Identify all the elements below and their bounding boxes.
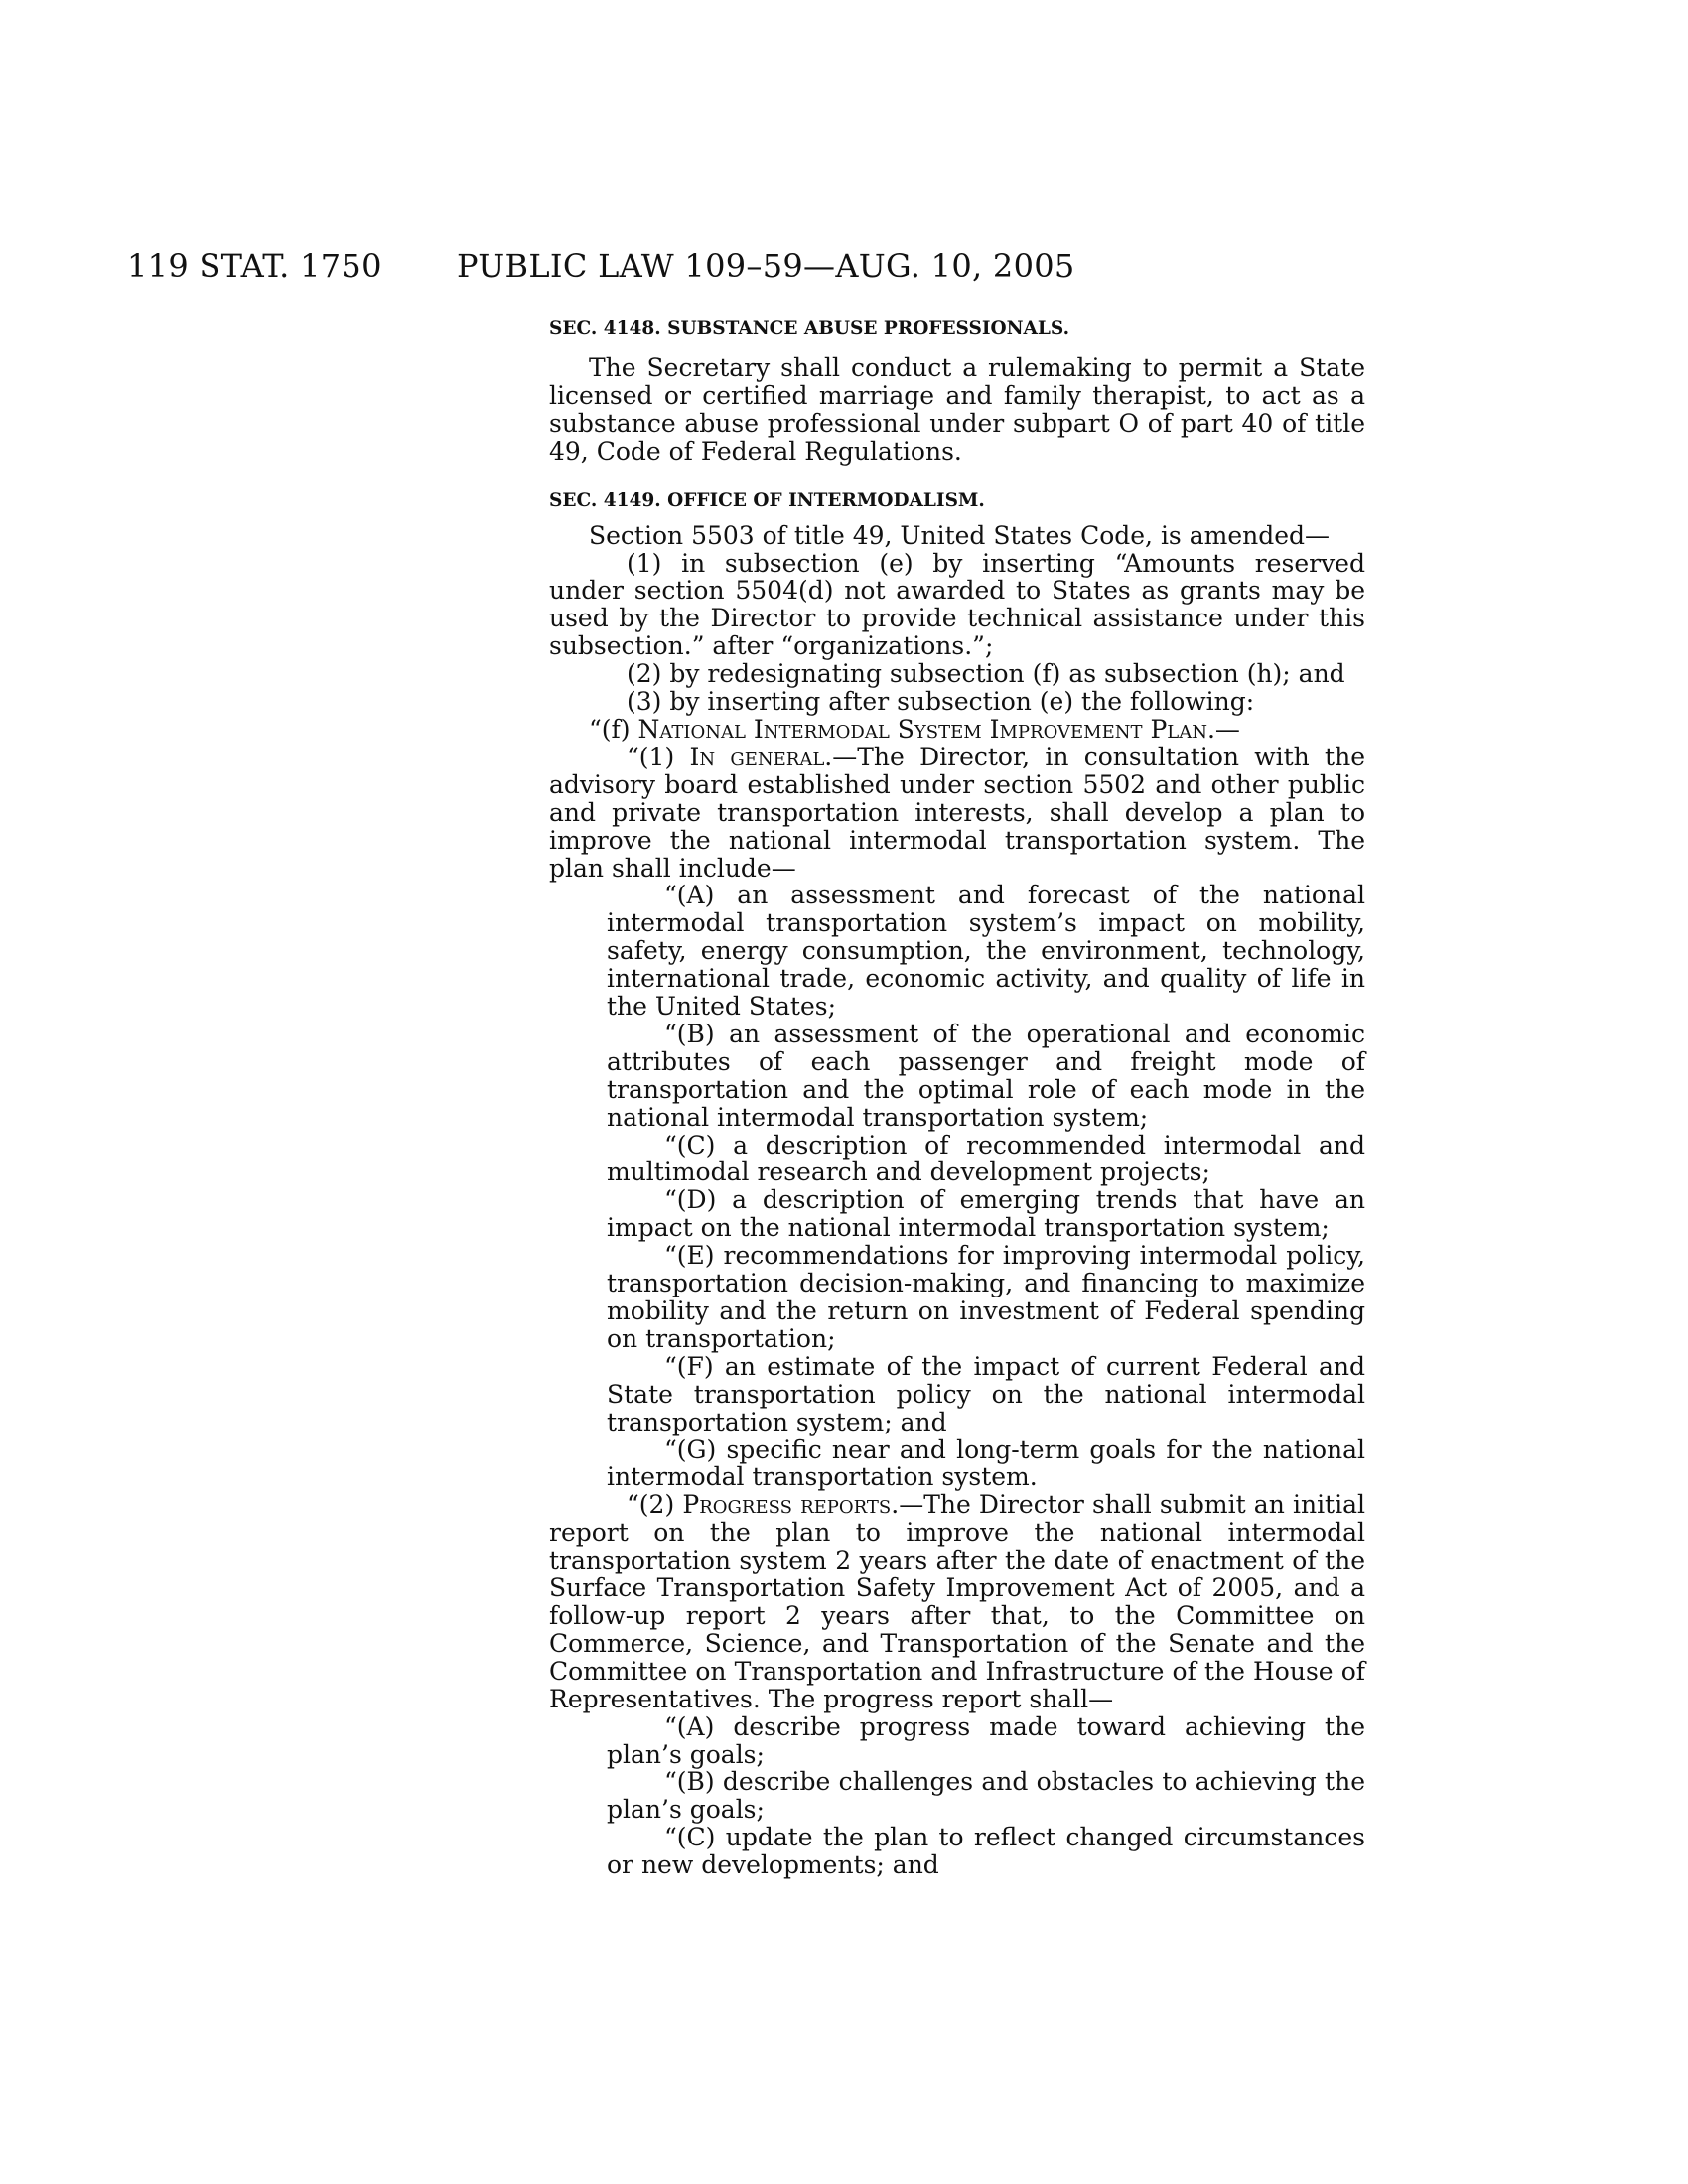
section-4148-body: The Secretary shall conduct a rulemaking to permit a State licensed or certified marriage and family therapist, to act as a substance abuse professional under subpart O of part 40 of title 49, Code of Federal Regulations. [549, 353, 1365, 466]
section-4149-intro: Section 5503 of title 49, United States Code, is amended— [589, 520, 1331, 550]
paragraph-1-item-f: “(F) an estimate of the impact of current Federal and State transportation policy on the national intermodal transportation system; and [607, 1351, 1365, 1436]
paragraph-2-heading: Progress reports. [682, 1490, 900, 1520]
paragraph-1-item-b: “(B) an assessment of the operational and economic attributes of each passenger and freight mode of transportation and the optimal role of each mode in the national intermodal transportation system; [607, 1019, 1365, 1132]
paragraph-1-prefix: “(1) [627, 742, 690, 771]
paragraph-1-item-g: “(G) specific near and long-term goals for the national intermodal transportation system. [607, 1434, 1365, 1492]
paragraph-1-heading: In general. [689, 742, 833, 771]
amendment-2: (2) by redesignating subsection (f) as subsection (h); and [627, 659, 1345, 689]
paragraph-2-text: —The Director shall submit an initial report on the plan to improve the national intermodal transportation system 2 years after the date of enactment of the Surface Transportation Safety Improvement Act of 2005, and a follow-up report 2 years after that, to the Committee on Commerce, Science, and Transportation of the Senate and the Committee on Transportation and Infrastructure of the House of Representatives. The progress report shall— [549, 1490, 1366, 1713]
section-4149-title: SEC. 4149. OFFICE OF INTERMODALISM. [549, 489, 985, 511]
paragraph-2-item-b: “(B) describe challenges and obstacles to achieving the plan’s goals; [607, 1767, 1365, 1825]
subsection-f-heading [549, 716, 1365, 744]
subsection-f-title: National Intermodal System Improvement Plan. [637, 714, 1215, 744]
paragraph-1-item-c: “(C) a description of recommended intermodal and multimodal research and development projects; [607, 1130, 1365, 1187]
page-stat-citation: 119 STAT. 1750 [127, 247, 382, 285]
paragraph-2 [549, 1491, 1365, 1712]
paragraph-1-text: —The Director, in consultation with the advisory board established under section 5502 and other public and private transportation interests, shall develop a plan to improve the national intermodal transportation system. The plan shall include— [549, 742, 1365, 883]
paragraph-1-item-d: “(D) a description of emerging trends that have an impact on the national intermodal transportation system; [607, 1185, 1365, 1243]
paragraph-2-item-c: “(C) update the plan to reflect changed circumstances or new developments; and [607, 1823, 1365, 1880]
running-header: PUBLIC LAW 109–59—AUG. 10, 2005 [457, 247, 1075, 285]
section-4148-title: SEC. 4148. SUBSTANCE ABUSE PROFESSIONALS. [549, 318, 1070, 339]
paragraph-2-prefix: “(2) [627, 1490, 683, 1520]
amendment-1: (1) in subsection (e) by inserting “Amounts reserved under section 5504(d) not awarded to States as grants may be used by the Director to provide technical assistance under this subsection.” after “organizations.”; [549, 548, 1365, 661]
subsection-f-dash: — [1214, 714, 1240, 744]
page-body [549, 315, 1365, 1879]
paragraph-2-item-a: “(A) describe progress made toward achieving the plan’s goals; [607, 1711, 1365, 1769]
paragraph-1 [549, 744, 1365, 883]
paragraph-1-item-a: “(A) an assessment and forecast of the national intermodal transportation system’s impact on mobility, safety, energy consumption, the environment, technology, international trade, economic activity, and quality of life in the United States; [607, 881, 1365, 1022]
amendment-3: (3) by inserting after subsection (e) the following: [627, 687, 1255, 717]
paragraph-1-item-e: “(E) recommendations for improving intermodal policy, transportation decision-making, and financing to maximize mobility and the return on investment of Federal spending on transportation; [607, 1241, 1365, 1353]
subsection-f-prefix: “(f) [589, 714, 638, 744]
